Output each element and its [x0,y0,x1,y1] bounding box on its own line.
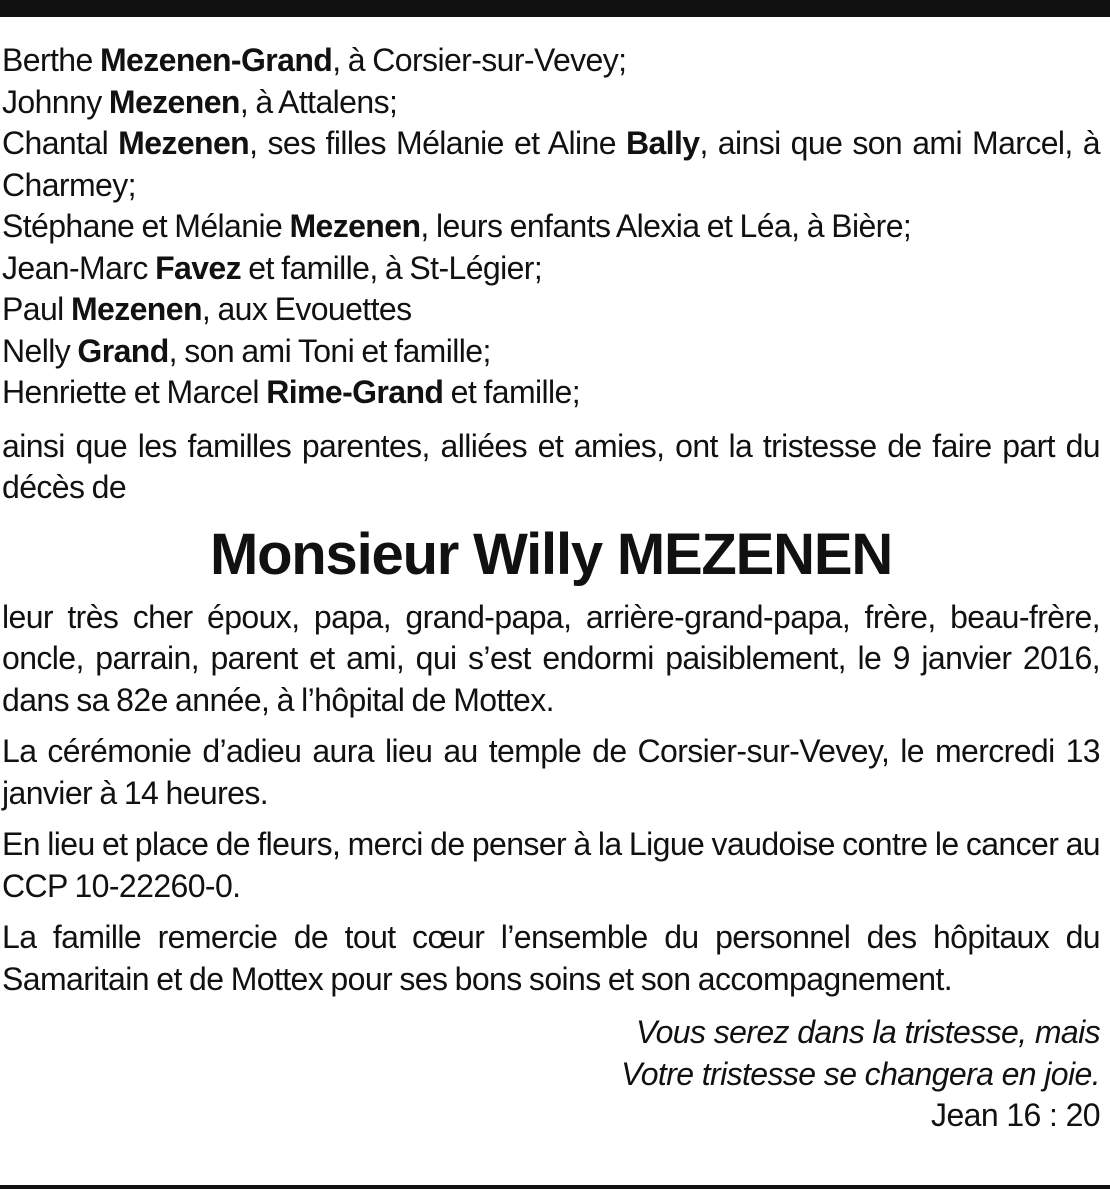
ceremony-info: La cérémonie d’adieu aura lieu au temple de Corsier-sur-Vevey, le mercredi 13 janvier à 14 heures. [2,733,1100,811]
family-line: Chantal Mezenen, ses filles Mélanie et Aline Bally, ainsi que son ami Marcel, à Charmey; [2,125,1100,203]
family-surname: Rime-Grand [266,374,444,410]
family-line: Jean-Marc Favez et famille, à St-Légier; [2,249,543,286]
verse-reference: Jean 16 : 20 [931,1097,1100,1133]
family-surname: Mezenen [108,83,240,120]
deceased-name: Monsieur Willy MEZENEN [209,521,893,587]
verse-line-2: Votre tristesse se changera en joie. [621,1055,1100,1092]
thanks-text: La famille remercie de tout cœur l’ensemble du personnel des hôpitaux du Samaritain et de Mottex pour ses bons soins et son accompagnement. [2,919,1100,997]
family-surname: Mezenen [118,125,250,161]
bottom-rule [0,1185,1110,1189]
family-line: Nelly Grand, son ami Toni et famille; [2,332,491,369]
family-line: Henriette et Marcel Rime-Grand et famille; [2,374,581,410]
family-line: Berthe Mezenen-Grand, à Corsier-sur-Vevey; [2,42,627,78]
top-rule [0,0,1110,17]
family-surname: Mezenen [289,208,421,244]
obituary-notice [2,40,1100,1137]
family-surname: Bally [625,125,700,161]
family-line: Stéphane et Mélanie Mezenen, leurs enfants Alexia et Léa, à Bière; [2,208,912,244]
intro-text: ainsi que les familles parentes, alliées et amies, ont la tristesse de faire part du décès de [2,427,1100,505]
family-surname: Grand [77,332,169,369]
donation-info: En lieu et place de fleurs, merci de penser à la Ligue vaudoise contre le cancer au CCP 10-22260-0. [2,826,1100,904]
family-surname: Favez [155,249,242,286]
family-surname: Mezenen-Grand [99,42,333,78]
deceased-description: leur très cher époux, papa, grand-papa, arrière-grand-papa, frère, beau-frère, oncle, parrain, parent et ami, qui s’est endormi paisiblement, le 9 janvier 2016, dans sa 82e année, à l’hôpital de Mottex. [2,598,1100,718]
bible-verse [2,1012,1100,1095]
verse-line-1: Vous serez dans la tristesse, mais [636,1014,1100,1050]
family-surname: Mezenen [70,291,202,327]
family-line: Johnny Mezenen, à Attalens; [2,83,398,120]
family-list [2,40,1100,414]
family-line: Paul Mezenen, aux Evouettes [2,291,412,327]
